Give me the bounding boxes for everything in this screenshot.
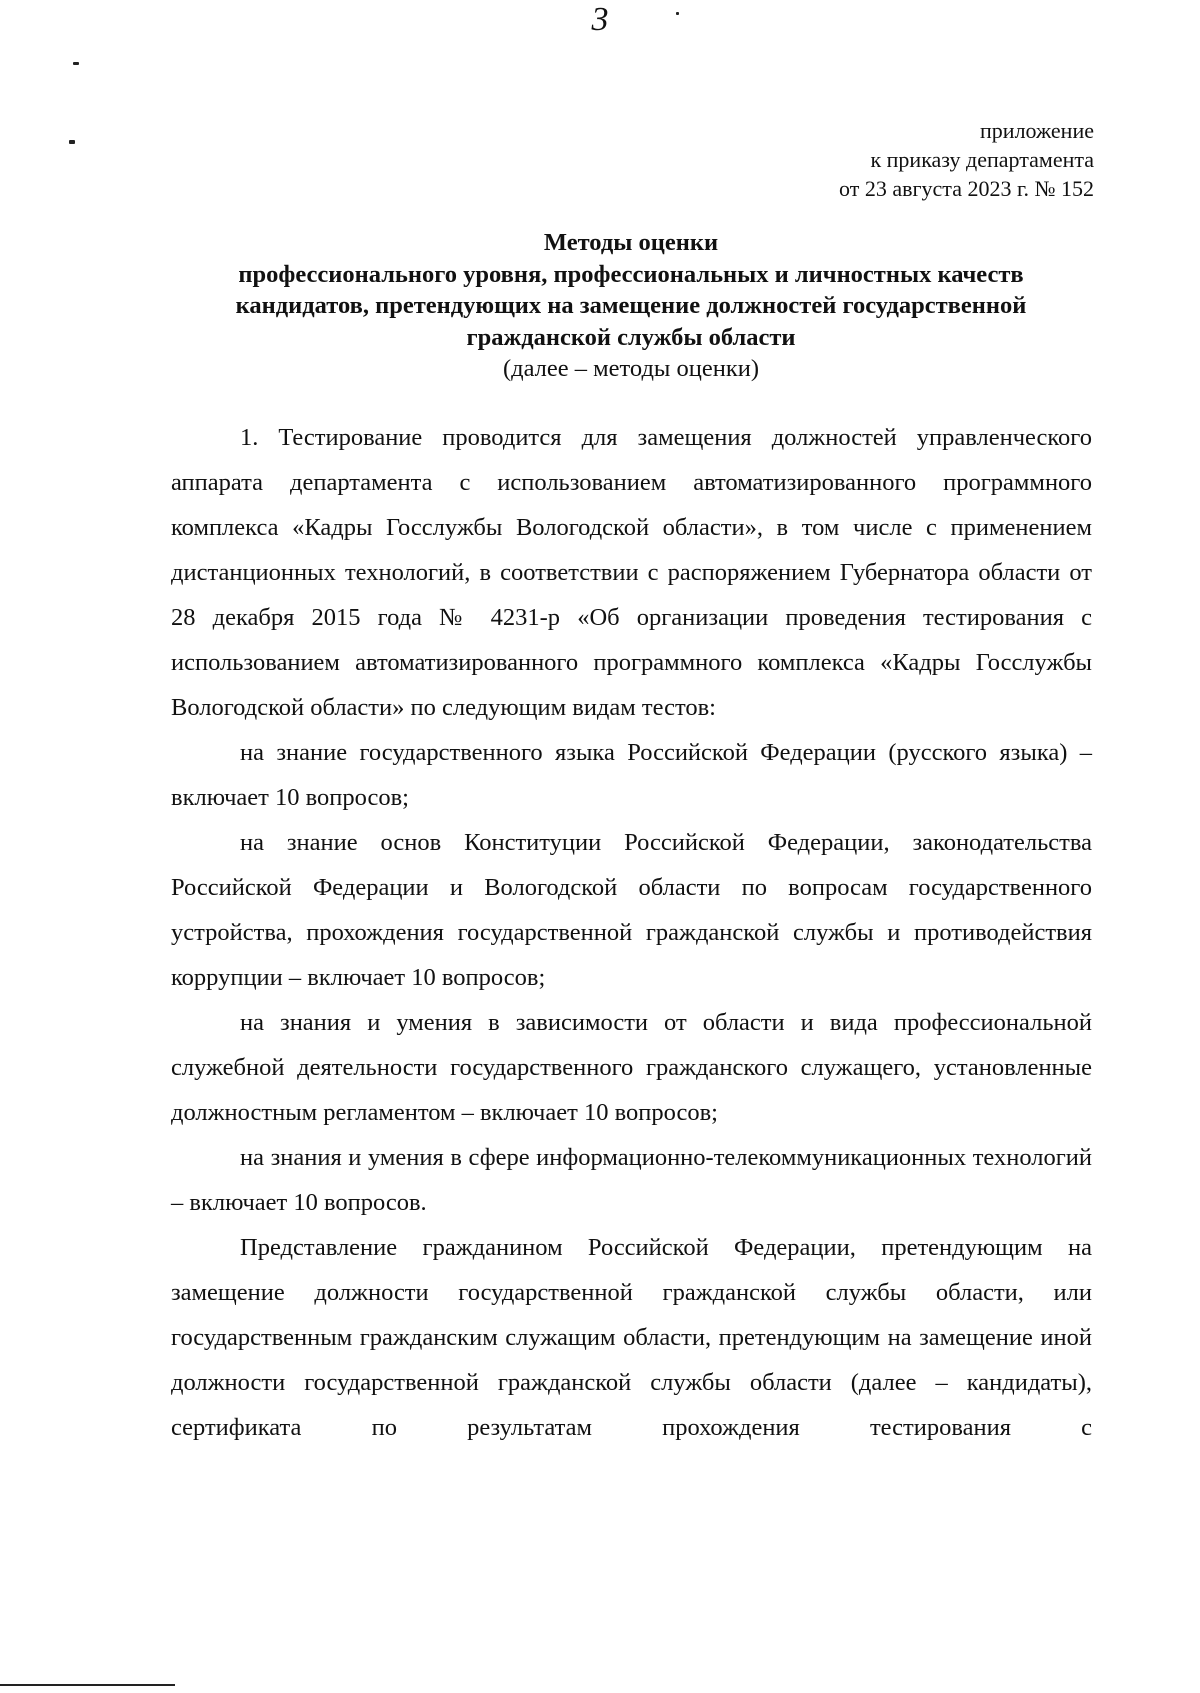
scan-speck — [676, 12, 679, 15]
document-title — [170, 227, 1092, 385]
footer-rule — [0, 1684, 175, 1686]
paragraph-certificate: Представление гражданином Российской Федерации, претендующим на замещение должности государственной гражданской службы области, или государственным гражданским служащим области, претендующим на замещение иной должности государственной гражданской службы области (далее – кандидаты), сертификата по результатам прохождения тестирования с — [171, 1234, 1092, 1441]
title-subtitle: (далее – методы оценки) — [502, 355, 760, 382]
paragraph-test-ict: на знания и умения в сфере информационно-телекоммуникационных технологий – включает 10 вопросов. — [171, 1144, 1092, 1216]
appendix-label: приложение — [980, 118, 1094, 143]
scan-speck — [69, 140, 75, 144]
title-line-1: Методы оценки — [543, 229, 719, 256]
title-line-2: профессионального уровня, профессиональных и личностных качеств — [238, 260, 1024, 288]
page-number: 3 — [591, 1, 609, 38]
scan-speck — [73, 62, 79, 65]
paragraph-test-professional: на знания и умения в зависимости от области и вида профессиональной служебной деятельности государственного гражданского служащего, установленные должностным регламентом – включает 10 вопросов; — [171, 1009, 1092, 1126]
paragraph-test-language: на знание государственного языка Российской Федерации (русского языка) – включает 10 вопросов; — [171, 739, 1092, 811]
appendix-order-date: от 23 августа 2023 г. № 152 — [839, 176, 1094, 201]
appendix-order-ref: к приказу департамента — [870, 147, 1094, 172]
document-body — [171, 415, 1092, 1450]
title-line-3: кандидатов, претендующих на замещение должностей государственной — [235, 292, 1027, 319]
appendix-reference — [839, 116, 1094, 203]
paragraph-test-constitution: на знание основ Конституции Российской Федерации, законодательства Российской Федерации и Вологодской области по вопросам государственного устройства, прохождения государственной гражданской службы и противодействия коррупции – включает 10 вопросов; — [171, 829, 1092, 991]
title-line-4: гражданской службы области — [466, 323, 796, 351]
paragraph-testing: 1. Тестирование проводится для замещения должностей управленческого аппарата департамента с использованием автоматизированного программного комплекса «Кадры Госслужбы Вологодской области», в том числе с применением дистанционных технологий, в соответствии с распоряжением Губернатора области от 28 декабря 2015 года № 4231-р «Об организации проведения тестирования с использованием автоматизированного программного комплекса «Кадры Госслужбы Вологодской области» по следующим видам тестов: — [171, 424, 1092, 721]
